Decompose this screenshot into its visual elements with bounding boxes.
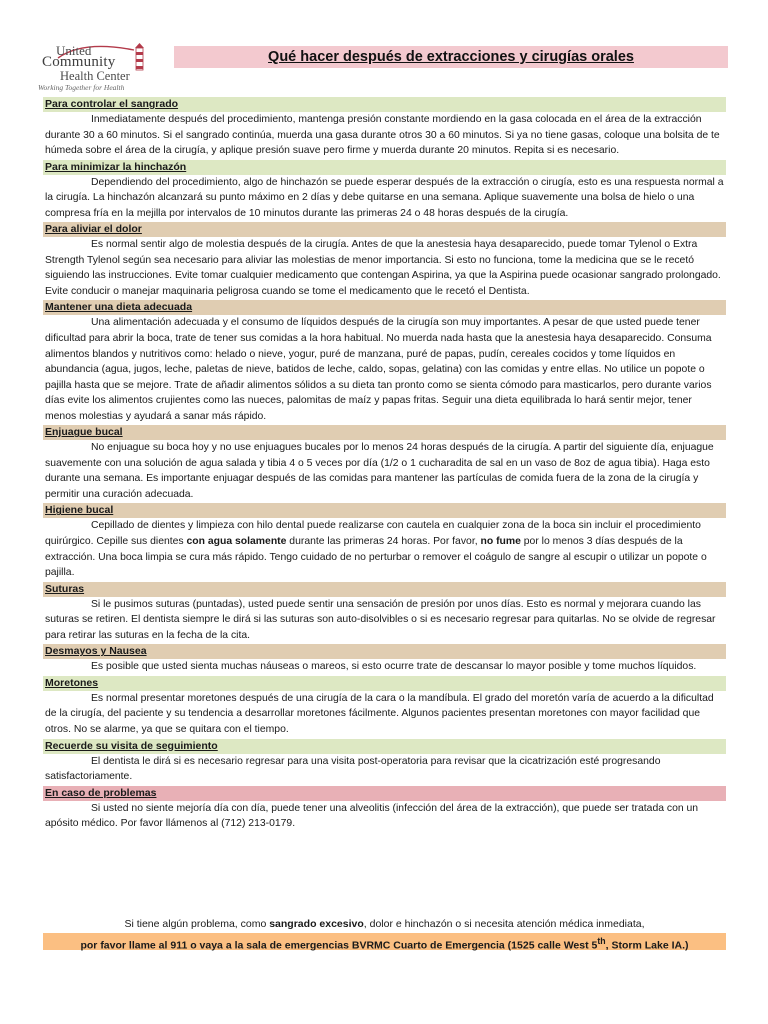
footer-warning-text-2: , dolor e hinchazón o si necesita atención médica inmediata, [363, 918, 645, 930]
section-body-sutures: Si le pusimos suturas (puntadas), usted puede sentir una sensación de presión por unos días. Esto es normal y mejorara cuando las suturas se retiren. El dentista siempre le dirá si las suturas son auto-disolvibles o si es necesario regresar para quitarlas. No se olvide de regresar para retirar las suturas en la fecha de la cita. [45, 598, 716, 641]
hygiene-bold-water: con agua solamente [186, 536, 287, 548]
section-body-hygiene [43, 518, 726, 580]
section-body-bruising: Es normal presentar moretones después de una cirugía de la cara o la mandíbula. El grado del moretón varía de acuerdo a la dificultad de la cirugía, del paciente y su tendencia a desarrollar moretones fácilmente. Algunos pacientes presentan moretones con mayor facilidad que otros. No se alarme, ya que se quitara con el tiempo. [45, 692, 714, 735]
footer-emergency-text-2: , Storm Lake IA.) [605, 939, 689, 952]
section-heading-hygiene: Higiene bucal [43, 503, 726, 518]
page-title: Qué hacer después de extracciones y cirugías orales [268, 49, 634, 65]
section-body-diet: Una alimentación adecuada y el consumo de líquidos después de la cirugía son muy importantes. A pesar de que usted puede tener dificultad para abrir la boca, trate de tener sus comidas a la hora habitual. No muerda nada hasta que la anestesia haya desaparecido. Consuma alimentos blandos y nutritivos como: helado o nieve, yogur, puré de manzana, puré de papas, pudín, cereales cocidos y tome líquidos en abundancia (agua, jugos, leche, paletas de nieve, batidos de leche, caldo, sopas, gelatina) con las comidas y entre ellas. No utilice un popote o pajilla hasta que se mejore. Trate de añadir alimentos sólidos a su dieta tan pronto como se sienta cómodo para masticarlos, pero durante varios días evite los alimentos crujientes como las nueces, palomitas de maíz y papas fritas. Seguir una dieta equilibrada lo hará sentir mejor, tener menos molestias y ayudará a sanar más rápido. [45, 317, 712, 422]
hygiene-text-3: por lo menos 3 días después de la extracción. Una boca limpia se cura más rápido. Tengo cuidado de no perturbar o remover el coágulo de sangre al escupir o utilizar un popote o pajilla. [45, 536, 707, 579]
section-body-rinse: No enjuague su boca hoy y no use enjuagues bucales por lo menos 24 horas después de la cirugía. A partir del siguiente día, enjuague suavemente con una solución de agua salada y tibia 4 o 5 veces por día (1/2 o 1 cucharadita de sal en un vaso de 8oz de agua tibia). Haga esto durante una semana. Es importante enjuagar después de las comidas para mantener las partículas de comida fuera de la zona de la cirugía y permitir una curación adecuada. [45, 442, 714, 500]
hygiene-text-2: durante las primeras 24 horas. Por favor, [286, 536, 481, 548]
logo-text-line2: Community [42, 54, 116, 70]
section-heading-bleeding: Para controlar el sangrado [43, 97, 726, 112]
section-body-followup: El dentista le dirá si es necesario regresar para una visita post-operatoria para revisar que la cicatrización esté progresando satisfactoriamente. [45, 755, 661, 783]
footer-warning [43, 918, 726, 930]
section-heading-sutures: Suturas [43, 582, 726, 597]
section-heading-diet: Mantener una dieta adecuada [43, 300, 726, 315]
section-body-bleeding: Inmediatamente después del procedimiento, mantenga presión constante mordiendo en la gasa colocada en el área de la extracción durante 30 a 60 minutos. Si el sangrado continúa, muerda una gasa durante otros 30 a 60 minutos. Si ya no tiene gasas, coloque una bolsita de te húmeda sobre el área de la cirugía, y aplique presión suave pero firme y muerda durante 20 minutos. Repita si es necesario. [45, 114, 720, 157]
footer-warning-bold: sangrado excesivo [269, 918, 364, 930]
instructions-content [43, 97, 726, 833]
section-heading-followup: Recuerde su visita de seguimiento [43, 739, 726, 754]
section-body-swelling: Dependiendo del procedimiento, algo de hinchazón se puede esperar después de la extracción o cirugía, esto es una respuesta normal a la cirugía. La hinchazón alcanzará su punto máximo en 2 días y debe quitarse en una semana. Aplique suavemente una bolsa de hielo o una compresa fría en la mejilla por intervalos de 10 minutos durante las primeras 24 o 48 horas después de la cirugía. [45, 176, 724, 219]
section-body-fainting: Es posible que usted sienta muchas náuseas o mareos, si esto ocurre trate de descansar lo mayor posible y tome muchos líquidos. [91, 661, 697, 673]
logo-text-line3: Health Center [60, 69, 130, 83]
section-body-problems: Si usted no siente mejoría día con día, puede tener una alveolitis (infección del área de la extracción), que puede ser tratada con un apósito médico. Por favor llámenos al (712) 213-0179. [45, 802, 699, 830]
section-heading-fainting: Desmayos y Nausea [43, 644, 726, 659]
footer-emergency-banner [43, 933, 726, 950]
section-body-pain: Es normal sentir algo de molestia después de la cirugía. Antes de que la anestesia haya desaparecido, puede tomar Tylenol o Extra Strength Tylenol según sea necesario para aliviar las molestias de menor importancia. Si esto no funciona, tome la medicina que se le recetó siguiendo las instrucciones. Evite tomar cualquier medicamento que contengan Aspirina, ya que la Aspirina puede ocasionar sangrado prolongado. Evite conducir o manejar maquinaria peligrosa cuando se tome el medicamento que le recetó el Dentista. [45, 239, 721, 297]
section-heading-pain: Para aliviar el dolor [43, 222, 726, 237]
page-header [38, 40, 728, 96]
section-heading-bruising: Moretones [43, 676, 726, 691]
footer-emergency-sup: th [597, 936, 606, 946]
hygiene-bold-no-smoke: no fume [480, 536, 521, 548]
logo-text-line1: United [56, 43, 92, 58]
section-heading-rinse: Enjuague bucal [43, 425, 726, 440]
section-heading-problems: En caso de problemas [43, 786, 726, 801]
footer-emergency-text-1: por favor llame al 911 o vaya a la sala de emergencias BVRMC Cuarto de Emergencia (1525 calle West 5 [80, 939, 598, 952]
footer-warning-text-1: Si tiene algún problema, como [124, 918, 270, 930]
hygiene-text-1: Cepillado de dientes y limpieza con hilo dental puede realizarse con cautela en cualquier zona de la boca sin incluir el procedimiento quirúrgico. Cepille sus dientes [45, 520, 701, 548]
title-bar [174, 46, 728, 68]
section-heading-swelling: Para minimizar la hinchazón [43, 160, 726, 175]
clinic-logo [38, 42, 168, 92]
logo-tagline: Working Together for Health [38, 83, 125, 92]
